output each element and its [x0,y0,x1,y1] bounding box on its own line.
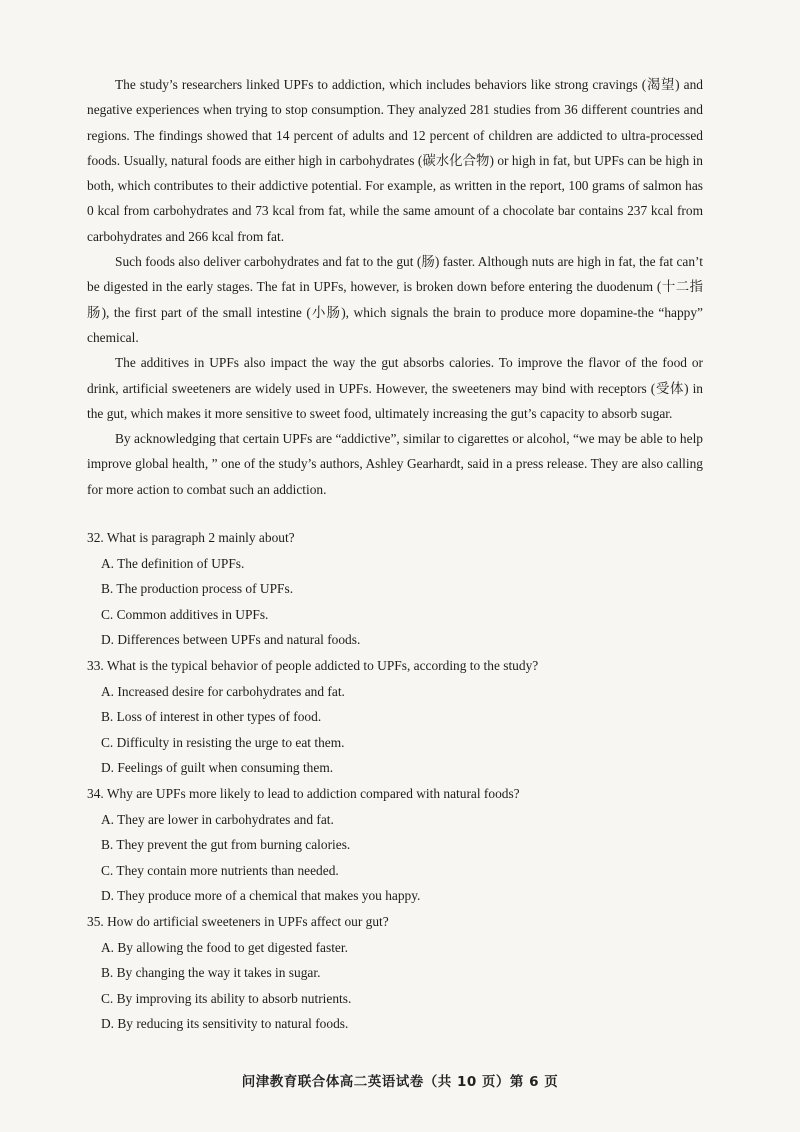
option-c: C. Common additives in UPFs. [101,606,269,622]
option-d: D. Differences between UPFs and natural foods. [101,632,361,648]
passage-paragraph-2: Such foods also deliver carbohydrates and fat to the gut (肠) faster. Although nuts are high in fat, the fat can’t be digested in the early stages. The fat in UPFs, however, is broken down before entering the duodenum (十二指肠), the first part of the small intestine (小肠), which signals the brain to produce more dopamine-the “happy” chemical. [87,254,703,345]
option-a: A. By allowing the food to get digested faster. [101,939,348,955]
question-list [87,525,703,1037]
question-34 [87,781,703,909]
option-a: A. The definition of UPFs. [101,555,245,571]
option-c: C. Difficulty in resisting the urge to eat them. [101,734,345,750]
passage-paragraph-1: The study’s researchers linked UPFs to addiction, which includes behaviors like strong cravings (渴望) and negative experiences when trying to stop consumption. They analyzed 281 studies from 36 different countries and regions. The findings showed that 14 percent of adults and 12 percent of children are addicted to ultra-processed foods. Usually, natural foods are either high in carbohydrates (碳水化合物) or high in fat, but UPFs can be high in both, which contributes to their addictive potential. For example, as written in the report, 100 grams of salmon has 0 kcal from carbohydrates and 73 kcal from fat, while the same amount of a chocolate bar contains 237 kcal from carbohydrates and 266 kcal from fat. [87,77,703,244]
question-stem: 32. What is paragraph 2 mainly about? [87,530,295,545]
question-35 [87,909,703,1037]
question-32 [87,525,703,653]
option-a: A. Increased desire for carbohydrates and fat. [101,683,345,699]
question-stem: 33. What is the typical behavior of people addicted to UPFs, according to the study? [87,657,539,673]
option-c: C. They contain more nutrients than needed. [101,862,339,878]
reading-passage [87,72,703,502]
option-a: A. They are lower in carbohydrates and fat. [101,811,334,827]
option-d: D. Feelings of guilt when consuming them. [101,760,334,776]
option-d: D. They produce more of a chemical that makes you happy. [101,888,421,904]
question-stem: 34. Why are UPFs more likely to lead to addiction compared with natural foods? [87,785,520,801]
question-33 [87,653,703,781]
passage-paragraph-4: By acknowledging that certain UPFs are “addictive”, similar to cigarettes or alcohol, “we may be able to help improve global health, ” one of the study’s authors, Ashley Gearhardt, said in a press release. They are also calling for more action to combat such an addiction. [87,431,703,497]
page-footer: 问津教育联合体高二英语试卷（共 10 页）第 6 页 [241,1074,559,1090]
option-c: C. By improving its ability to absorb nutrients. [101,990,352,1006]
option-b: B. By changing the way it takes in sugar. [101,965,321,981]
option-d: D. By reducing its sensitivity to natural foods. [101,1016,349,1032]
question-stem: 35. How do artificial sweeteners in UPFs affect our gut? [87,913,389,929]
option-b: B. Loss of interest in other types of food. [101,709,322,725]
option-b: B. The production process of UPFs. [101,581,294,597]
option-b: B. They prevent the gut from burning calories. [101,837,351,853]
passage-paragraph-3: The additives in UPFs also impact the way the gut absorbs calories. To improve the flavor of the food or drink, artificial sweeteners are widely used in UPFs. However, the sweeteners may bind with receptors (受体) in the gut, which makes it more sensitive to sweet food, ultimately increasing the gut’s capacity to absorb sugar. [87,355,703,421]
